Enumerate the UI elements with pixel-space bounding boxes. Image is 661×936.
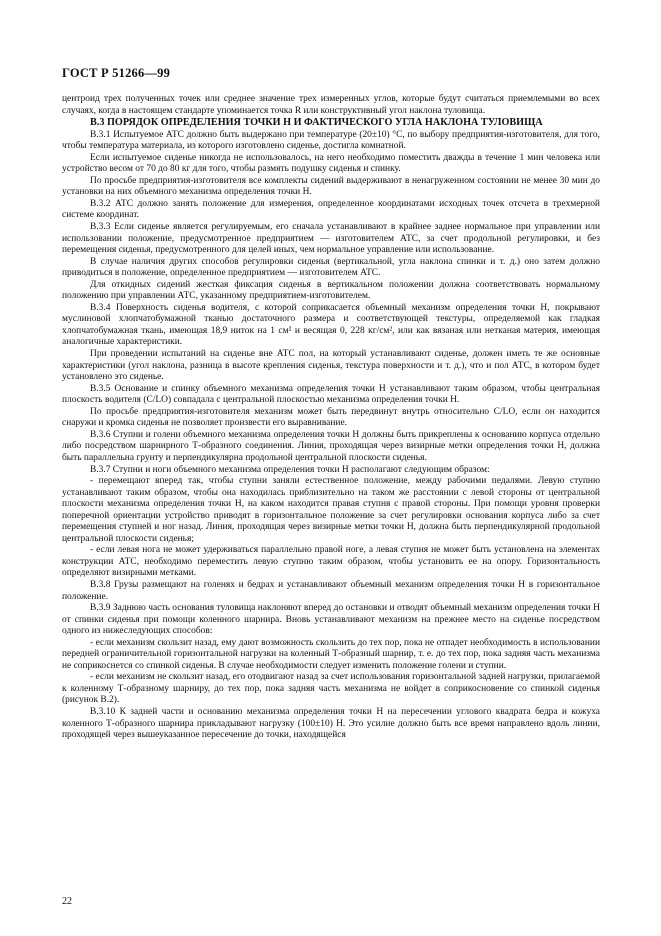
paragraph: В.3.5 Основание и спинку объемного механизма определения точки Н устанавливают таким образом, чтобы центральная плоскость водителя (C/LO) совпадала с центральной плоскостью механизма определения точки Н. <box>62 383 600 406</box>
paragraph: При проведении испытаний на сиденье вне АТС пол, на который устанавливают сиденье, должен иметь те же основные характеристики (угол наклона, разница в высоте крепления сиденья, текстура поверхности и т. д.), что и пол АТС, в котором будет установлено это сиденье. <box>62 349 600 383</box>
paragraph: В случае наличия других способов регулировки сиденья (вертикальной, угла наклона спинки и т. д.) оно затем должно приводиться в положение, определенное предприятием — изготовителем АТС. <box>62 256 600 279</box>
paragraph: В.3.7 Ступни и ноги объемного механизма определения точки Н располагают следующим образом: <box>90 464 490 475</box>
paragraph: - перемещают вперед так, чтобы ступни заняли естественное положение, между рабочими педалями. Левую ступню устанавливают таким образом, чтобы она находилась приблизительно на таком же расстоянии с левой стороны от центральной плоскости механизма определения точки Н, на каком находится правая ступня с правой стороны. При помощи уровня проверки поперечной ориентации устройство приводят в горизонтальное положение за счет регулировки основания корпуса либо за счет перемещения ступней и ног назад. Линия, проходящая через визирные метки точки Н, должна быть перпендикулярной продольной центральной плоскости сиденья; <box>62 476 600 544</box>
paragraph: В.3.3 Если сиденье является регулируемым, его сначала устанавливают в крайнее заднее нормальное при управлении или использовании положение, предусмотренное предприятием — изготовителем АТС, за счет продольной регулировки, и без перемещения сиденья, предусмотренного для целей иных, чем нормальное управление или использование. <box>62 222 600 256</box>
paragraph: В.3.8 Грузы размещают на голенях и бедрах и устанавливают объемный механизм определения точки Н в горизонтальное положение. <box>62 579 600 602</box>
document-body <box>62 94 600 742</box>
standard-header: ГОСТ Р 51266—99 <box>62 66 171 80</box>
paragraph: В.3.4 Поверхность сиденья водителя, с которой соприкасается объемный механизм определения точки Н, покрывают муслиновой хлопчатобумажной тканью достаточного размера и соответствующей текстуры, определяемой как гладкая хлопчатобумажная ткань, имеющая 18,9 ниток на 1 см² и весящая 0, 228 кг/см², или как вязаная или нетканая материя, имеющая аналогичные характеристики. <box>62 302 600 348</box>
paragraph: - если механизм не скользит назад, его отодвигают назад за счет использования горизонтальной задней нагрузки, прилагаемой к коленному Т-образному шарниру, до тех пор, пока задняя часть механизма не войдет в соприкосновение со спинкой сиденья (рисунок В.2). <box>62 672 600 706</box>
paragraph: В.3.6 Ступни и голени объемного механизма определения точки Н должны быть прикреплены к основанию корпуса отдельно либо посредством шарнирного Т-образного соединения. Линия, проходящая через визирные метки определения точки Н, должна быть параллельна грунту и перпендикулярна продольной центральной плоскости сиденья. <box>62 429 600 463</box>
section-heading: В.3 ПОРЯДОК ОПРЕДЕЛЕНИЯ ТОЧКИ Н И ФАКТИЧЕСКОГО УГЛА НАКЛОНА ТУЛОВИЩА <box>90 117 543 129</box>
paragraph: Если испытуемое сиденье никогда не использовалось, на него необходимо поместить дважды в течение 1 мин человека или устройство весом от 70 до 80 кг для того, чтобы размять подушку сиденья и спинку. <box>62 152 600 175</box>
paragraph: - если механизм скользит назад, ему дают возможность скользить до тех пор, пока не отпадет необходимость в использовании передней ограничительной горизонтальной нагрузки на коленный Т-образный шарнир, т. е. до тех пор, пока задняя часть механизма не соприкоснется со спинкой сиденья. В случае необходимости следует изменить положение голени и ступни. <box>62 637 600 671</box>
page-number: 22 <box>62 896 72 907</box>
paragraph: центроид трех полученных точек или среднее значение трех измеренных углов, которые будут считаться приемлемыми во всех случаях, когда в настоящем стандарте упоминается точка R или конструктивный угол наклона туловища. <box>62 94 600 116</box>
paragraph: По просьбе предприятия-изготовителя все комплекты сидений выдерживают в ненагруженном состоянии не менее 30 мин до установки на них объемного механизма определения точки Н. <box>62 175 600 198</box>
paragraph: В.3.2 АТС должно занять положение для измерения, определенное координатами исходных точек отсчета в трехмерной системе координат. <box>62 198 600 221</box>
paragraph: По просьбе предприятия-изготовителя механизм может быть передвинут внутрь относительно C/LO, если он находится снаружи и кромка сиденья не позволяет произвести его выравнивание. <box>62 406 600 429</box>
paragraph: В.3.10 К задней части и основанию механизма определения точки Н на пересечении углового квадрата бедра и кожуха коленного Т-образного шарнира прикладывают нагрузку (100±10) Н. Это усилие должно быть все время направлено вдоль линии, проходящей через вышеуказанное пересечение до точки, находящейся <box>62 706 600 741</box>
paragraph: - если левая нога не может удерживаться параллельно правой ноге, а левая ступня не может быть установлена на элементах конструкции АТС, необходимо переместить левую ступню таким образом, чтобы установить ее на опору. Горизонтальность определяют визирными метками. <box>62 545 600 579</box>
paragraph: В.3.1 Испытуемое АТС должно быть выдержано при температуре (20±10) °С, по выбору предприятия-изготовителя, для того, чтобы температура материала, из которого изготовлено сиденье, достигла комнатной. <box>62 129 600 152</box>
paragraph: В.3.9 Заднюю часть основания туловища наклоняют вперед до остановки и отводят объемный механизм определения точки Н от спинки сиденья при помощи коленного шарнира. Вновь устанавливают механизм на прежнее место на сиденье посредством одного из нижеследующих способов: <box>62 603 600 637</box>
paragraph: Для откидных сидений жесткая фиксация сиденья в вертикальном положении должна соответствовать нормальному положению при управлении АТС, указанному предприятием-изготовителем. <box>62 279 600 302</box>
